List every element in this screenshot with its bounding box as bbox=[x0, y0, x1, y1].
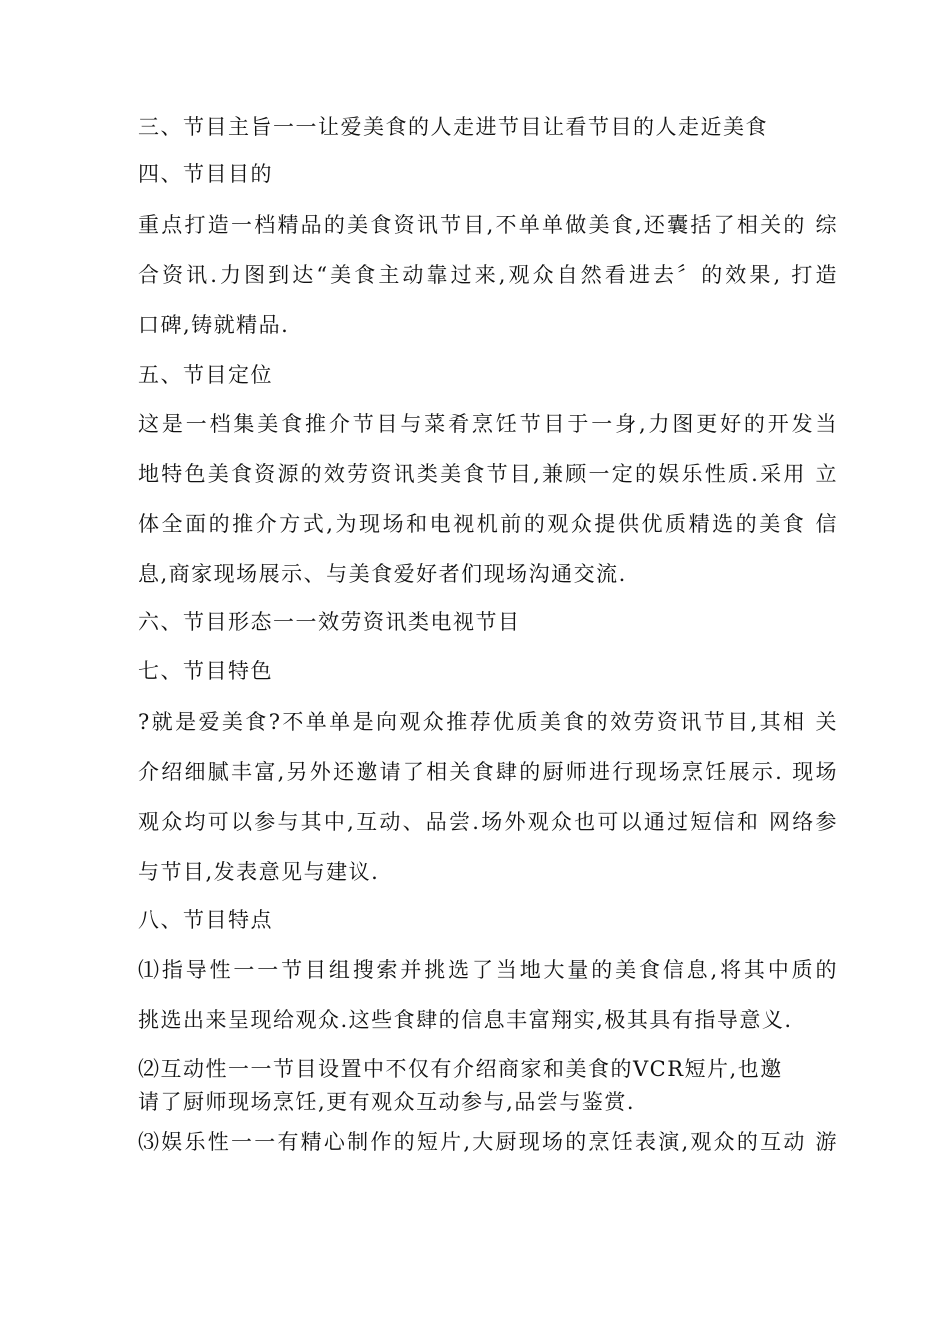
paragraph-positioning-line-2: 地特色美食资源的效劳资讯类美食节目,兼顾一定的娱乐性质.采用 立 bbox=[138, 462, 838, 486]
list-item-interaction-line-2: 请了厨师现场烹饪,更有观众互动参与,品尝与鉴赏. bbox=[138, 1090, 636, 1114]
paragraph-goal-line-3: 口碑,铸就精品. bbox=[138, 313, 290, 337]
list-item-entertainment-line-1: ⑶娱乐性一一有精心制作的短片,大厨现场的烹饪表演,观众的互动 游 bbox=[138, 1130, 838, 1154]
heading-program-characteristics: 八、节目特点 bbox=[138, 908, 273, 932]
list-item-interaction-line-1: ⑵互动性一一节目设置中不仅有介绍商家和美食的VCR短片,也邀 bbox=[138, 1057, 783, 1081]
paragraph-positioning-line-3: 体全面的推介方式,为现场和电视机前的观众提供优质精选的美食 信 bbox=[138, 512, 838, 536]
paragraph-features-line-2: 介绍细腻丰富,另外还邀请了相关食肆的厨师进行现场烹饪展示. 现场 bbox=[138, 760, 838, 784]
paragraph-goal-line-2: 合资讯.力图到达“美食主动靠过来,观众自然看进去〞的效果, 打造 bbox=[138, 263, 838, 287]
paragraph-goal-line-1: 重点打造一档精品的美食资讯节目,不单单做美食,还囊括了相关的 综 bbox=[138, 213, 838, 237]
paragraph-features-line-3: 观众均可以参与其中,互动、品尝.场外观众也可以通过短信和 网络参 bbox=[138, 810, 838, 834]
heading-program-positioning: 五、节目定位 bbox=[138, 363, 273, 387]
heading-program-form: 六、节目形态一一效劳资讯类电视节目 bbox=[138, 610, 521, 634]
heading-program-goal: 四、节目目的 bbox=[138, 162, 273, 186]
heading-program-purpose-motto: 三、节目主旨一一让爱美食的人走进节目让看节目的人走近美食 bbox=[138, 115, 768, 139]
list-item-guidance-line-2: 挑选出来呈现给观众.这些食肆的信息丰富翔实,极其具有指导意义. bbox=[138, 1008, 793, 1032]
paragraph-positioning-line-1: 这是一档集美食推介节目与菜肴烹饪节目于一身,力图更好的开发当 bbox=[138, 412, 838, 436]
paragraph-features-line-4: 与节目,发表意见与建议. bbox=[138, 860, 380, 884]
list-item-guidance-line-1: ⑴指导性一一节目组搜索并挑选了当地大量的美食信息,将其中质的 bbox=[138, 958, 838, 982]
paragraph-features-line-1: ?就是爱美食?不单单是向观众推荐优质美食的效劳资讯节目,其相 关 bbox=[138, 710, 838, 734]
paragraph-positioning-line-4: 息,商家现场展示、与美食爱好者们现场沟通交流. bbox=[138, 562, 627, 586]
heading-program-features: 七、节目特色 bbox=[138, 659, 273, 683]
